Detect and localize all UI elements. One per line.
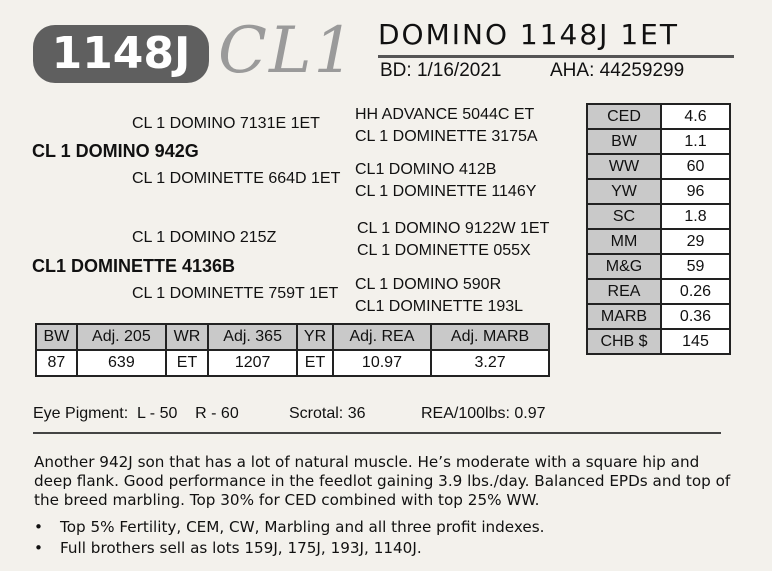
- epd-row: [587, 204, 730, 229]
- epd-row: [587, 229, 730, 254]
- epd-label: MM: [587, 229, 661, 254]
- epd-row: [587, 279, 730, 304]
- bullet-text: Top 5% Fertility, CEM, CW, Marbling and all three profit indexes.: [60, 518, 545, 536]
- epd-value: 1.1: [661, 129, 730, 154]
- perf-header-bw: BW: [36, 324, 77, 350]
- pedigree-ssd: CL 1 DOMINETTE 3175A: [355, 128, 538, 145]
- pedigree-sire: CL 1 DOMINO 942G: [32, 141, 199, 161]
- pedigree-sds: CL1 DOMINO 412B: [355, 161, 497, 178]
- epd-row: [587, 304, 730, 329]
- perf-header-adj-marb: Adj. MARB: [431, 324, 549, 350]
- perf-header-adj365: Adj. 365: [208, 324, 297, 350]
- perf-header-adj-rea: Adj. REA: [333, 324, 431, 350]
- epd-label: REA: [587, 279, 661, 304]
- perf-value-wr: ET: [166, 350, 208, 376]
- cl1-logo: CL1: [218, 14, 357, 88]
- list-item: [34, 538, 544, 559]
- title-divider: [378, 55, 734, 58]
- performance-table: [35, 323, 550, 377]
- pedigree-sdd: CL 1 DOMINETTE 1146Y: [355, 183, 537, 200]
- performance-header-row: [36, 324, 549, 350]
- epd-value: 4.6: [661, 104, 730, 129]
- registration-number: AHA: 44259299: [550, 60, 685, 81]
- epd-value: 29: [661, 229, 730, 254]
- epd-label: M&G: [587, 254, 661, 279]
- epd-row: [587, 104, 730, 129]
- epd-row: [587, 154, 730, 179]
- epd-label: SC: [587, 204, 661, 229]
- epd-table: [586, 103, 731, 355]
- perf-header-adj205: Adj. 205: [77, 324, 166, 350]
- epd-label: YW: [587, 179, 661, 204]
- perf-value-adj-marb: 3.27: [431, 350, 549, 376]
- pedigree-dam: CL1 DOMINETTE 4136B: [32, 256, 236, 276]
- rea-per-100lbs: REA/100lbs: 0.97: [421, 405, 546, 422]
- bullet-icon: •: [34, 539, 43, 557]
- epd-value: 60: [661, 154, 730, 179]
- epd-value: 1.8: [661, 204, 730, 229]
- pedigree-dsd: CL 1 DOMINETTE 055X: [357, 242, 531, 259]
- pedigree-ddd: CL1 DOMINETTE 193L: [355, 298, 524, 315]
- epd-value: 59: [661, 254, 730, 279]
- pedigree-dss: CL 1 DOMINO 9122W 1ET: [357, 220, 550, 237]
- epd-label: MARB: [587, 304, 661, 329]
- scrotal-measure: Scrotal: 36: [289, 405, 366, 422]
- pedigree-dds: CL 1 DOMINO 590R: [355, 276, 502, 293]
- description-text: Another 942J son that has a lot of natural muscle. He’s moderate with a square hip and deep flank. Good performance in the feedlot gaining 3.9 lbs./day. Balanced EPDs and top of the breed marbling. Top 30% for CED combined with top 25% WW.: [34, 453, 731, 509]
- epd-row: [587, 179, 730, 204]
- pedigree-sss: HH ADVANCE 5044C ET: [355, 106, 535, 123]
- epd-label: WW: [587, 154, 661, 179]
- perf-value-adj-rea: 10.97: [333, 350, 431, 376]
- epd-label: BW: [587, 129, 661, 154]
- epd-row: [587, 129, 730, 154]
- perf-value-adj205: 639: [77, 350, 166, 376]
- perf-value-yr: ET: [297, 350, 333, 376]
- lot-number-badge: 1148J: [33, 25, 209, 83]
- perf-value-adj365: 1207: [208, 350, 297, 376]
- epd-value: 0.26: [661, 279, 730, 304]
- pedigree-dam-dam: CL 1 DOMINETTE 759T 1ET: [132, 285, 339, 302]
- perf-header-yr: YR: [297, 324, 333, 350]
- epd-value: 96: [661, 179, 730, 204]
- eye-pigment: Eye Pigment: L - 50 R - 60: [33, 405, 239, 422]
- bullet-text: Full brothers sell as lots 159J, 175J, 193J, 1140J.: [60, 539, 422, 557]
- perf-header-wr: WR: [166, 324, 208, 350]
- pedigree-sire-dam: CL 1 DOMINETTE 664D 1ET: [132, 170, 341, 187]
- epd-label: CHB $: [587, 329, 661, 354]
- facts-divider: [33, 432, 721, 434]
- epd-label: CED: [587, 104, 661, 129]
- birth-date: BD: 1/16/2021: [380, 60, 502, 81]
- animal-name: DOMINO 1148J 1ET: [378, 18, 679, 51]
- perf-value-bw: 87: [36, 350, 77, 376]
- pedigree-sire-sire: CL 1 DOMINO 7131E 1ET: [132, 115, 320, 132]
- bullet-icon: •: [34, 518, 43, 536]
- pedigree-dam-sire: CL 1 DOMINO 215Z: [132, 229, 277, 246]
- performance-value-row: [36, 350, 549, 376]
- list-item: [34, 517, 544, 538]
- bullet-list: [34, 517, 544, 559]
- epd-row: [587, 254, 730, 279]
- epd-value: 145: [661, 329, 730, 354]
- epd-value: 0.36: [661, 304, 730, 329]
- epd-row: [587, 329, 730, 354]
